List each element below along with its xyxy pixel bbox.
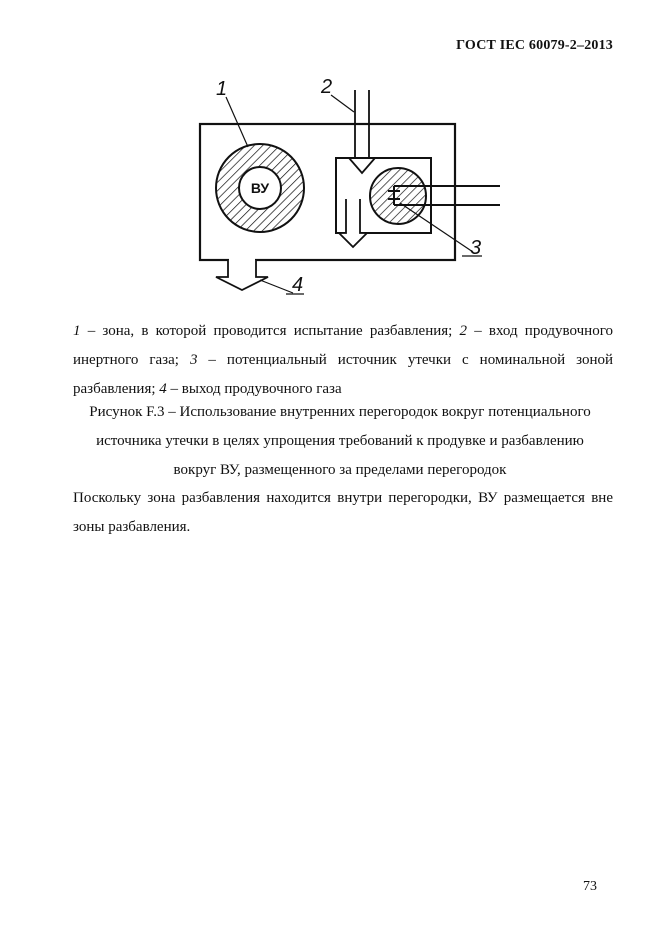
figure-svg xyxy=(180,75,520,300)
callout-3: 3 xyxy=(470,237,482,259)
page-number: 73 xyxy=(583,879,597,894)
leader-4 xyxy=(260,280,293,293)
caption-line-1: Рисунок F.3 – Использование внутренних перегородок вокруг потенциального xyxy=(89,404,591,420)
outlet-arrow xyxy=(216,260,268,290)
vu-label: ВУ xyxy=(250,180,270,196)
figure-legend xyxy=(73,317,613,404)
paragraph-line-1: Поскольку зона разбавления находится внутри перегородки, ВУ размещается вне xyxy=(73,490,613,506)
document-header: ГОСТ IEC 60079-2–2013 xyxy=(456,38,613,53)
legend-text-1: – зона, в которой проводится испытание разбавления; xyxy=(80,323,460,339)
paragraph-line-2: зоны разбавления. xyxy=(73,519,191,535)
callout-1: 1 xyxy=(216,78,228,100)
legend-text-2: – вход продувочного инертного газа; xyxy=(73,323,613,368)
caption-line-3: вокруг ВУ, размещенного за пределами перегородок xyxy=(173,462,507,478)
figure-diagram xyxy=(180,75,520,300)
legend-text-4: – выход продувочного газа xyxy=(166,381,342,397)
caption-line-2: источника утечки в целях упрощения требований к продувке и разбавлению xyxy=(96,433,584,449)
legend-text-3: – потенциальный источник утечки с номинальной зоной разбавления; xyxy=(73,352,614,397)
body-paragraph xyxy=(73,484,613,542)
legend-num-4: 4 xyxy=(159,381,167,397)
callout-2: 2 xyxy=(321,76,333,98)
legend-num-2: 2 xyxy=(459,323,468,339)
legend-num-1: 1 xyxy=(73,323,81,339)
leader-2 xyxy=(331,95,354,112)
callout-4: 4 xyxy=(292,274,304,296)
legend-num-3: 3 xyxy=(189,352,198,368)
figure-caption xyxy=(60,398,620,485)
